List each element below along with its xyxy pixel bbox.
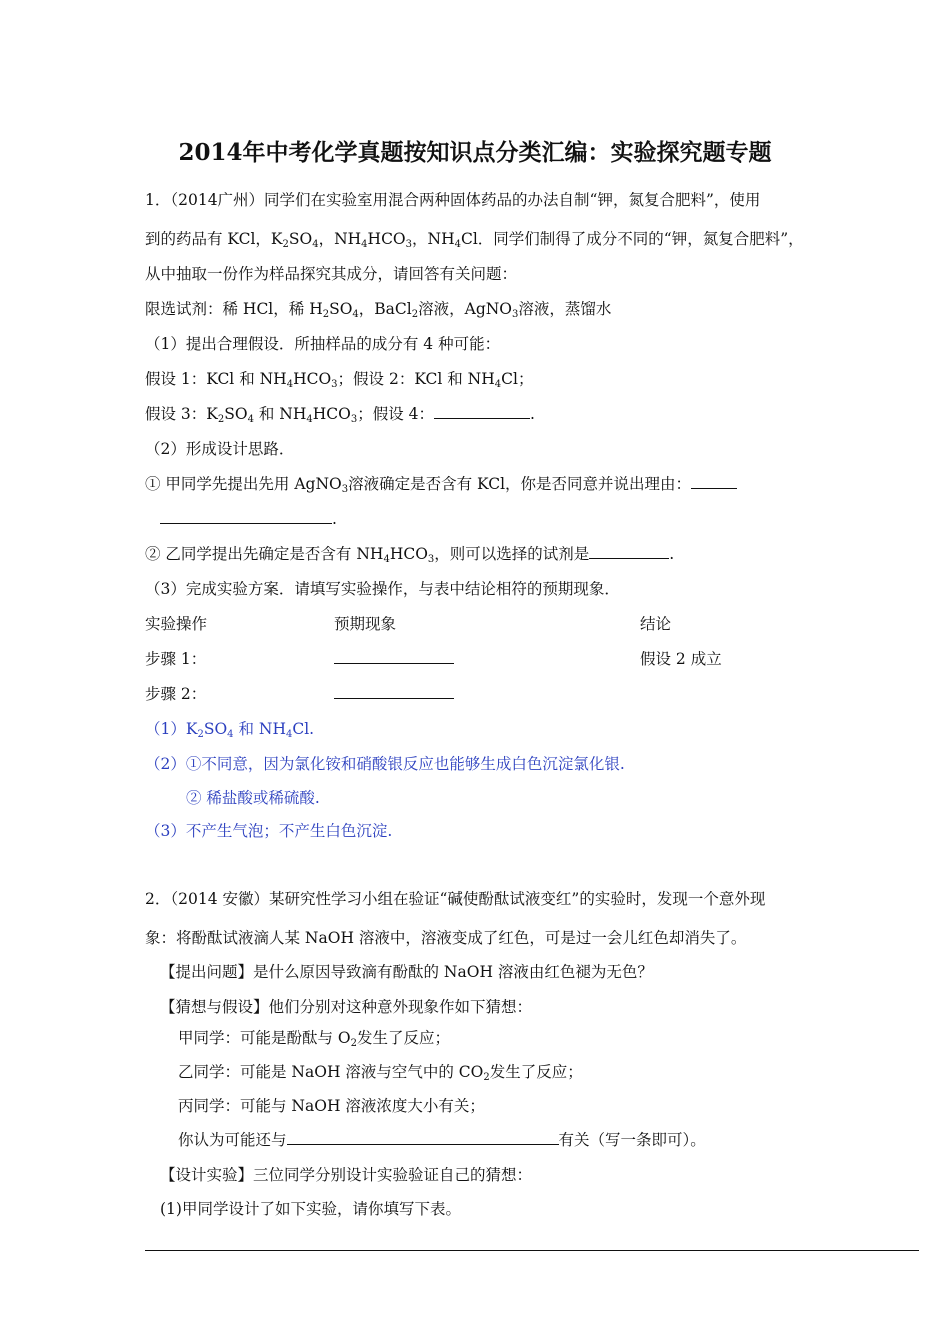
step2-label: 步骤 2： [145, 685, 207, 703]
step1-conclusion: 假设 2 成立 [640, 650, 722, 668]
step1-label: 步骤 1： [145, 650, 207, 668]
hypothesis-4-blank[interactable] [434, 404, 530, 419]
q1-intro-line3: 从中抽取一份作为样品探究其成分，请回答有关问题： [145, 265, 518, 283]
q2-design: 【设计实验】三位同学分别设计实验验证自己的猜想： [160, 1166, 533, 1184]
q2-intro-line1: 2．（2014 安徽）某研究性学习小组在验证“碱使酚酞试液变红”的实验时，发现一个意外现 [145, 890, 766, 908]
reagent-blank[interactable] [589, 544, 669, 559]
q2-bing: 丙同学：可能与 NaOH 溶液浓度大小有关； [178, 1097, 485, 1115]
q2-you: 你认为可能还与 有关（写一条即可）。 [178, 1131, 706, 1149]
q1-hypotheses-1-2: 假设 1：KCl 和 $NH_4HCO_3$；假设 2：KCl 和 $NH_4Cl$； [145, 370, 534, 390]
q1-part3: （3）完成实验方案．请填写实验操作，与表中结论相符的预期现象． [145, 580, 620, 598]
q1-reagents: 限选试剂：稀 HCl，稀 $H_2SO_4$，BaCl$_2$溶液，AgNO$_3$溶液，蒸馏水 [145, 300, 612, 320]
q2-design-1: (1)甲同学设计了如下实验，请你填写下表。 [160, 1200, 461, 1218]
q1-step1: ① 甲同学先提出先用 AgNO$_3$溶液确定是否含有 KCl，你是否同意并说出理由： [145, 474, 737, 494]
q1-part2: （2）形成设计思路． [145, 440, 295, 458]
footer-rule [145, 1250, 919, 1251]
step2-phenomenon-blank[interactable] [334, 684, 454, 699]
q1-step2: ② 乙同学提出先确定是否含有 $NH_4HCO_3$，则可以选择的试剂是 . [145, 545, 675, 565]
q2-intro-line2: 象：将酚酞试液滴人某 NaOH 溶液中，溶液变成了红色，可是过一会儿红色却消失了。 [145, 929, 747, 947]
header-conclusion: 结论 [640, 615, 672, 633]
q2-yi: 乙同学：可能是 NaOH 溶液与空气中的 $CO_2$发生了反应； [178, 1063, 583, 1083]
step1-phenomenon-blank[interactable] [334, 649, 454, 664]
q1-hypotheses-3-4: 假设 3：$K_2SO_4$ 和 $NH_4HCO_3$；假设 4： . [145, 405, 535, 425]
header-phenomenon: 预期现象 [334, 615, 397, 633]
q1-step1-cont: . [160, 509, 337, 529]
table-header [145, 614, 705, 634]
reason-blank-b[interactable] [160, 509, 332, 524]
q1-part1: （1）提出合理假设．所抽样品的成分有 4 种可能： [145, 335, 501, 353]
answer-1: $(1)K_2SO_4$ 和 $NH_4Cl$. [145, 720, 315, 740]
answer-2: （2）①不同意，因为氯化铵和硝酸银反应也能够生成白色沉淀氯化银. [145, 755, 625, 773]
reason-blank-a[interactable] [691, 474, 737, 489]
answer-2b: ② 稀盐酸或稀硫酸. [186, 789, 320, 807]
cause-blank[interactable] [287, 1130, 559, 1145]
header-operation: 实验操作 [145, 615, 208, 633]
table-row-2 [145, 684, 745, 704]
q1-intro-line1: 1．（2014广州）同学们在实验室用混合两种固体药品的办法自制“钾，氮复合肥料”，使用 [145, 191, 761, 209]
page-title: 2014年中考化学真题按知识点分类汇编：实验探究题专题 [178, 139, 772, 166]
q1-intro-line2: 到的药品有 KCl，$K_2SO_4$，$NH_4HCO_3$，$NH_4Cl$．同学们制得了成分不同的“钾，氮复合肥料”， [145, 230, 804, 250]
q2-jia: 甲同学：可能是酚酞与 $O_2$发生了反应； [178, 1029, 451, 1049]
q2-question: 【提出问题】是什么原因导致滴有酚酞的 NaOH 溶液由红色褪为无色？ [160, 963, 653, 981]
q2-guess: 【猜想与假设】他们分别对这种意外现象作如下猜想： [160, 998, 533, 1016]
table-row-1 [145, 649, 745, 669]
answer-3: （3）不产生气泡；不产生白色沉淀. [145, 822, 393, 840]
